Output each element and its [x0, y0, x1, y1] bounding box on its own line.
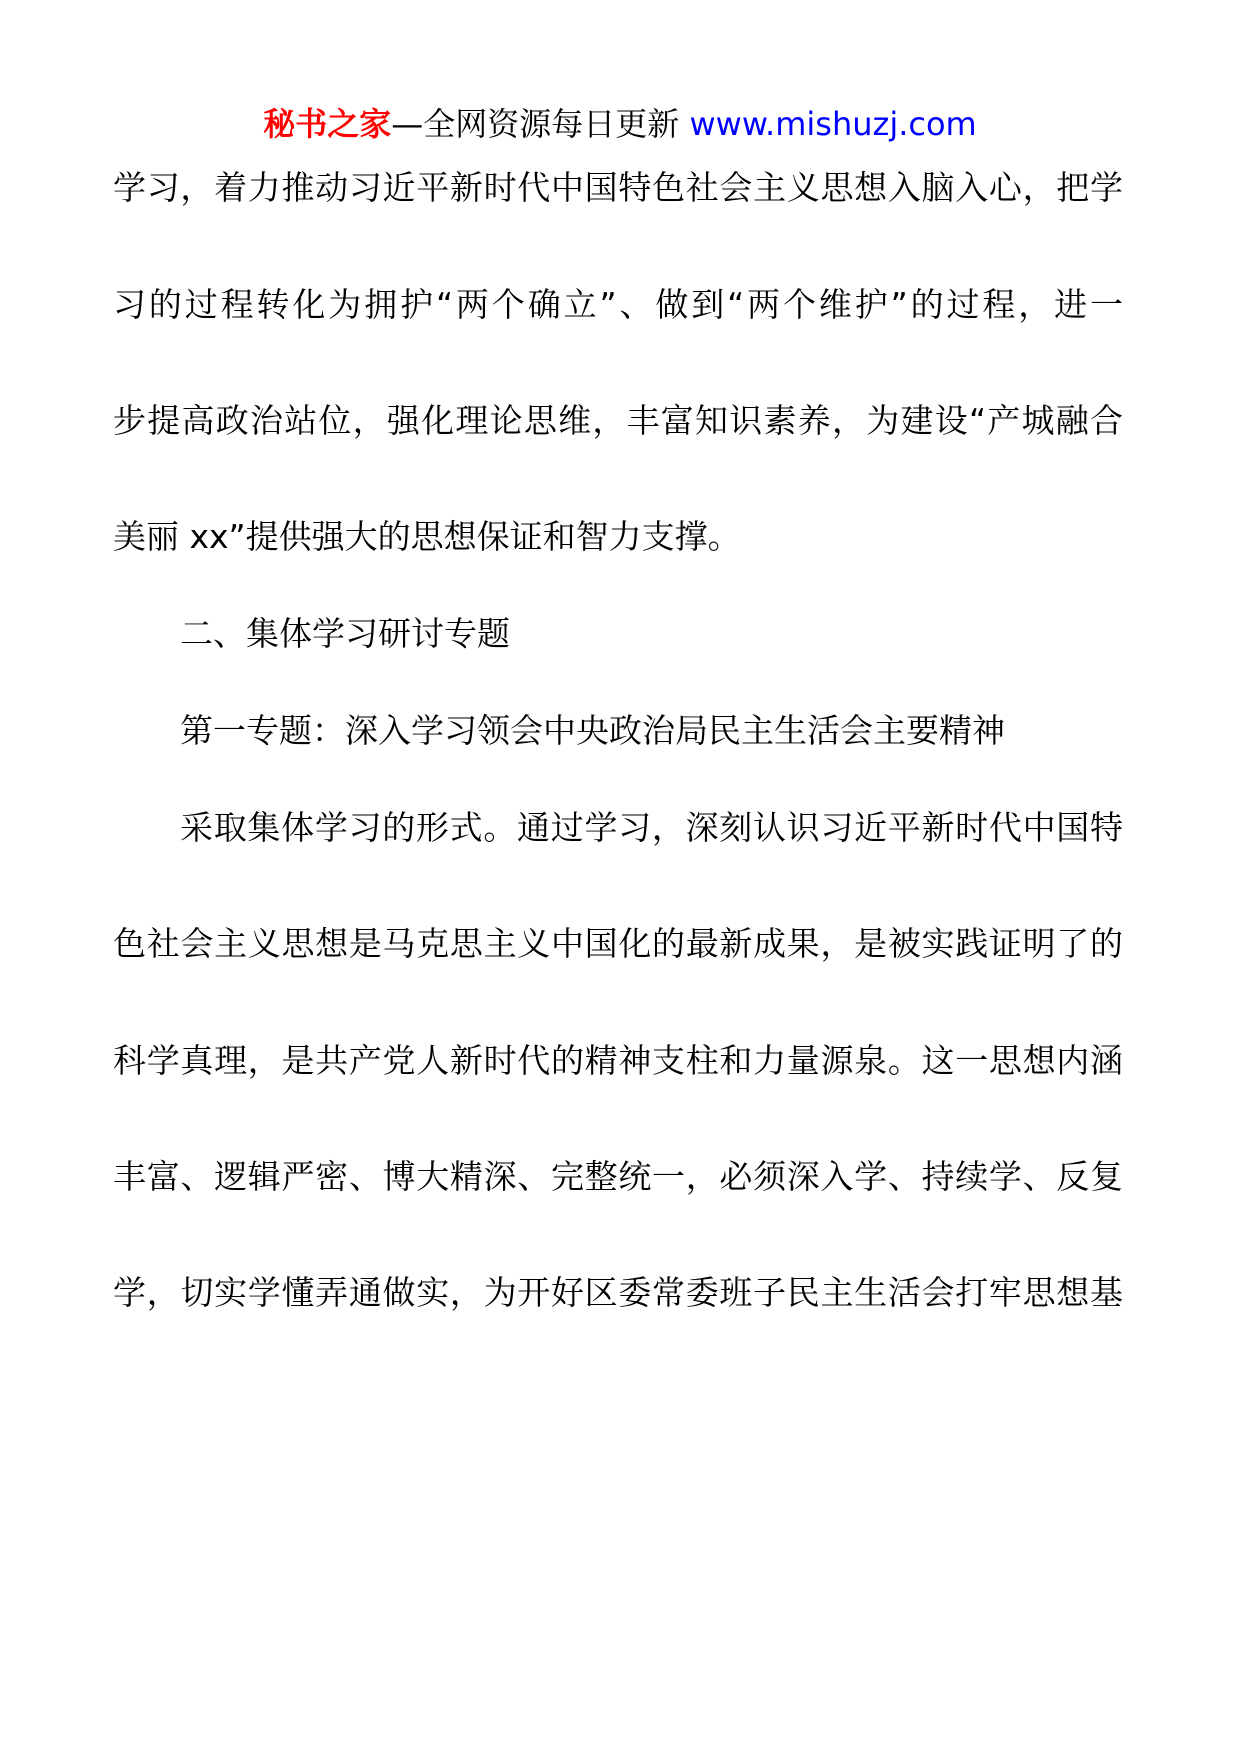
site-header — [0, 104, 1240, 144]
subsection-heading: 第一专题：深入学习领会中央政治局民主生活会主要精神 — [180, 711, 1005, 750]
paragraph-line: 学，切实学懂弄通做实，为开好区委常委班子民主生活会打牢思想基 — [113, 1273, 1123, 1312]
paragraph-line: 丰富、逻辑严密、博大精深、完整统一，必须深入学、持续学、反复 — [113, 1157, 1123, 1196]
paragraph-line: 科学真理，是共产党人新时代的精神支柱和力量源泉。这一思想内涵 — [113, 1041, 1123, 1080]
paragraph-line: 采取集体学习的形式。通过学习，深刻认识习近平新时代中国特 — [180, 808, 1123, 847]
site-brand: 秘书之家 — [263, 105, 392, 143]
paragraph-line: 习的过程转化为拥护“两个确立”、做到“两个维护”的过程，进一 — [113, 285, 1123, 324]
site-url-link[interactable]: www.mishuzj.com — [689, 105, 977, 143]
paragraph-line: 步提高政治站位，强化理论思维，丰富知识素养，为建设“产城融合 — [113, 401, 1123, 440]
paragraph-line: 美丽 xx”提供强大的思想保证和智力支撑。 — [113, 517, 741, 556]
paragraph-line: 学习，着力推动习近平新时代中国特色社会主义思想入脑入心，把学 — [113, 168, 1123, 207]
paragraph-line: 色社会主义思想是马克思主义中国化的最新成果，是被实践证明了的 — [113, 924, 1123, 963]
site-tagline: —全网资源每日更新 — [391, 105, 680, 143]
section-heading: 二、集体学习研讨专题 — [180, 614, 510, 653]
